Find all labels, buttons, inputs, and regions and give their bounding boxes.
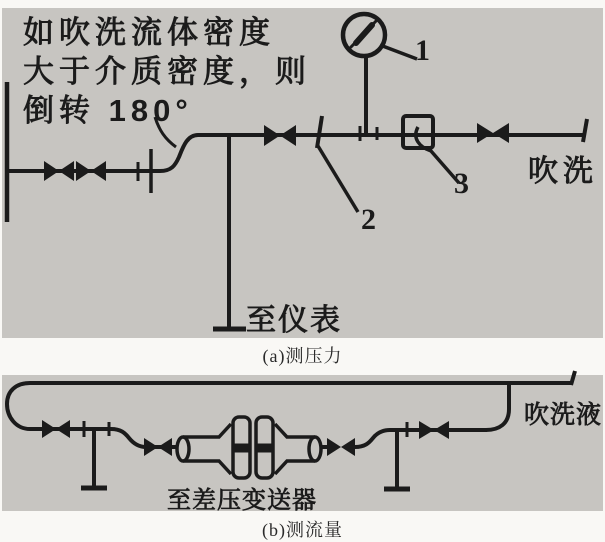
purge-label: 吹洗: [528, 155, 598, 188]
note-line-3: 倒转 180°: [23, 93, 193, 128]
callout-label-connection: 2: [361, 203, 376, 236]
note-line-2: 大于介质密度，则: [23, 54, 311, 89]
to-dp-transmitter-label: 至差压变送器: [167, 487, 317, 514]
note-line-1: 如吹洗流体密度: [23, 15, 275, 50]
caption-panel-b: (b)测流量: [262, 520, 343, 540]
callout-label-device: 3: [454, 167, 469, 200]
purge-liquid-label: 吹洗液: [524, 401, 603, 429]
to-instrument-label: 至仪表: [246, 304, 342, 337]
callout-label-gauge: 1: [415, 34, 430, 67]
caption-panel-a: (a)测压力: [262, 346, 343, 366]
